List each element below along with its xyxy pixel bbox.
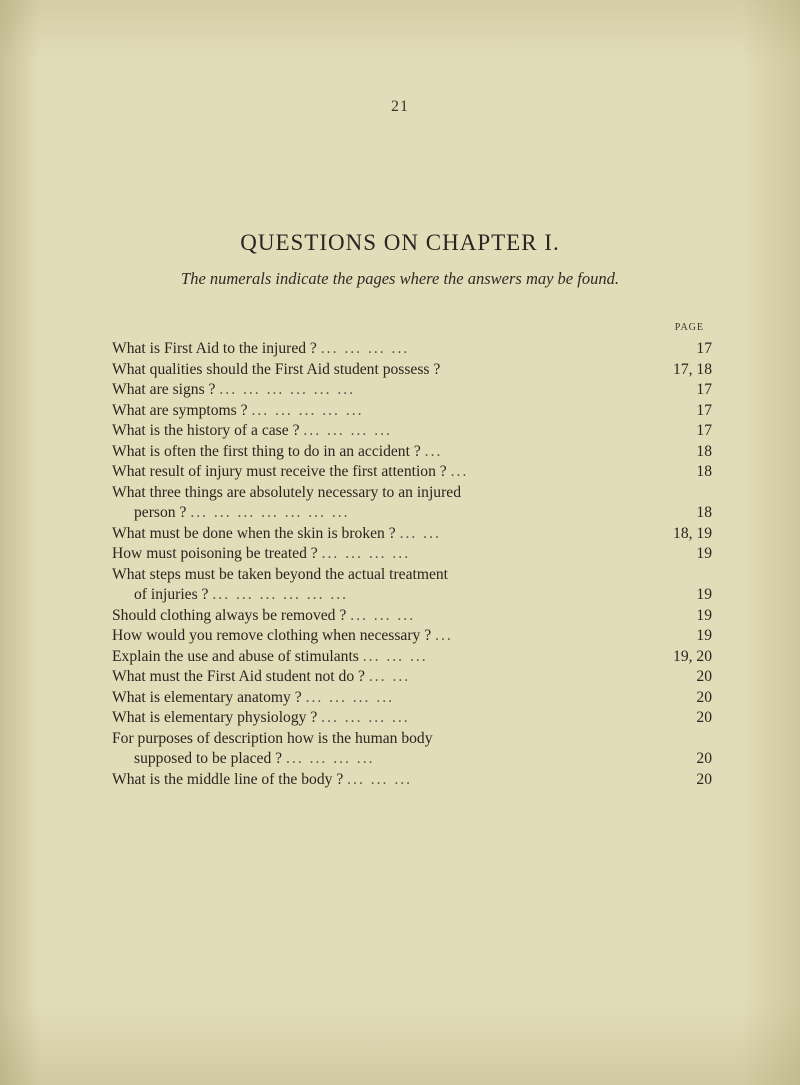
question-text: What result of injury must receive the first attention ? bbox=[112, 463, 447, 480]
question-text: What steps must be taken beyond the actual treatment bbox=[112, 565, 449, 583]
answer-page-number: 17 bbox=[696, 422, 712, 439]
question-text: What qualities should the First Aid student possess ? bbox=[112, 360, 441, 378]
answer-page-number: 19 bbox=[696, 586, 712, 603]
question-line bbox=[112, 770, 412, 791]
question-item bbox=[112, 339, 712, 360]
leader-dots: ... ... ... ... bbox=[320, 340, 410, 357]
question-text: How would you remove clothing when necessary ? bbox=[112, 627, 432, 644]
chapter-title: QUESTIONS ON CHAPTER I. bbox=[240, 230, 560, 255]
page-column-header: PAGE bbox=[674, 322, 704, 333]
question-text-line2: of injuries ? bbox=[134, 586, 209, 603]
question-line bbox=[112, 401, 364, 422]
answer-page-number: 19 bbox=[696, 627, 712, 644]
answer-page-number: 18 bbox=[696, 442, 712, 460]
question-line bbox=[112, 647, 428, 668]
answer-page-number: 17 bbox=[696, 381, 712, 398]
question-item bbox=[112, 667, 712, 688]
question-line bbox=[112, 462, 468, 483]
question-item bbox=[112, 524, 712, 545]
question-text: What are symptoms ? bbox=[112, 401, 248, 419]
question-line bbox=[112, 380, 355, 401]
answer-page-number: 20 bbox=[696, 668, 712, 685]
answer-page-number: 18 bbox=[696, 463, 712, 480]
question-text-continued bbox=[134, 585, 348, 606]
leader-dots: ... ... ... ... ... bbox=[251, 401, 364, 419]
question-text: What is elementary anatomy ? bbox=[112, 688, 302, 706]
answer-page-number: 20 bbox=[696, 750, 712, 767]
question-item bbox=[112, 729, 712, 770]
question-text: What is often the first thing to do in an accident ? bbox=[112, 442, 421, 460]
leader-dots: ... ... ... ... ... ... bbox=[219, 381, 356, 398]
question-line bbox=[112, 339, 409, 360]
answer-page-number: 19 bbox=[696, 606, 712, 624]
question-text: What are signs ? bbox=[112, 381, 216, 398]
question-text-continued bbox=[134, 503, 350, 524]
question-line bbox=[112, 688, 394, 709]
question-item bbox=[112, 483, 712, 524]
question-text: What is the middle line of the body ? bbox=[112, 770, 344, 788]
question-item bbox=[112, 647, 712, 668]
question-line bbox=[112, 667, 410, 688]
question-item bbox=[112, 380, 712, 401]
leader-dots: ... ... ... ... bbox=[305, 688, 395, 706]
question-text: Should clothing always be removed ? bbox=[112, 606, 347, 624]
leader-dots: ... ... ... ... bbox=[321, 545, 411, 562]
question-text: What is First Aid to the injured ? bbox=[112, 340, 317, 357]
question-text: What must be done when the skin is broken ? bbox=[112, 524, 396, 542]
question-line bbox=[112, 626, 453, 647]
question-list bbox=[112, 339, 712, 790]
answer-page-number: 20 bbox=[696, 770, 712, 788]
question-item bbox=[112, 565, 712, 606]
question-item bbox=[112, 360, 712, 381]
question-item bbox=[112, 606, 712, 627]
question-text: What is the history of a case ? bbox=[112, 422, 300, 439]
answer-page-number: 20 bbox=[696, 688, 712, 706]
answer-page-number: 19, 20 bbox=[673, 647, 712, 665]
question-item bbox=[112, 544, 712, 565]
leader-dots: ... bbox=[450, 463, 469, 480]
leader-dots: ... ... ... ... bbox=[286, 750, 375, 767]
answer-page-number: 17, 18 bbox=[673, 360, 712, 378]
question-line bbox=[112, 606, 415, 627]
answer-page-number: 17 bbox=[696, 340, 712, 357]
question-text-line2: supposed to be placed ? bbox=[134, 750, 283, 767]
question-text: What is elementary physiology ? bbox=[112, 709, 318, 726]
subtitle: The numerals indicate the pages where the answers may be found. bbox=[181, 269, 619, 288]
question-item bbox=[112, 708, 712, 729]
question-line bbox=[112, 544, 410, 565]
question-text: How must poisoning be treated ? bbox=[112, 545, 318, 562]
answer-page-number: 18, 19 bbox=[673, 524, 712, 542]
question-item bbox=[112, 770, 712, 791]
question-line bbox=[112, 360, 440, 381]
question-text: What three things are absolutely necessary to an injured bbox=[112, 483, 462, 501]
question-item bbox=[112, 688, 712, 709]
answer-page-number: 20 bbox=[696, 709, 712, 726]
leader-dots: ... ... bbox=[368, 668, 411, 685]
leader-dots: ... ... ... ... ... ... ... bbox=[190, 504, 350, 521]
leader-dots: ... ... ... bbox=[347, 770, 413, 788]
page-number: 21 bbox=[391, 98, 409, 115]
question-item bbox=[112, 626, 712, 647]
leader-dots: ... ... ... ... ... ... bbox=[212, 586, 349, 603]
leader-dots: ... ... ... ... bbox=[321, 709, 410, 726]
leader-dots: ... bbox=[424, 442, 443, 460]
leader-dots: ... ... ... bbox=[362, 647, 428, 665]
leader-dots: ... ... bbox=[399, 524, 441, 542]
question-line bbox=[112, 442, 442, 463]
question-item bbox=[112, 401, 712, 422]
question-line bbox=[112, 708, 410, 729]
leader-dots: ... ... ... ... bbox=[303, 422, 392, 439]
answer-page-number: 17 bbox=[696, 401, 712, 419]
question-item bbox=[112, 462, 712, 483]
question-line bbox=[112, 524, 441, 545]
question-text-continued bbox=[134, 749, 375, 770]
answer-page-number: 18 bbox=[696, 504, 712, 521]
question-text: For purposes of description how is the human body bbox=[112, 729, 433, 747]
question-line bbox=[112, 421, 392, 442]
question-item bbox=[112, 421, 712, 442]
leader-dots: ... bbox=[435, 627, 453, 644]
question-text: What must the First Aid student not do ? bbox=[112, 668, 365, 685]
question-item bbox=[112, 442, 712, 463]
leader-dots: ... ... ... bbox=[350, 606, 416, 624]
question-text: Explain the use and abuse of stimulants bbox=[112, 647, 359, 665]
question-text-line2: person ? bbox=[134, 504, 187, 521]
answer-page-number: 19 bbox=[696, 545, 712, 562]
